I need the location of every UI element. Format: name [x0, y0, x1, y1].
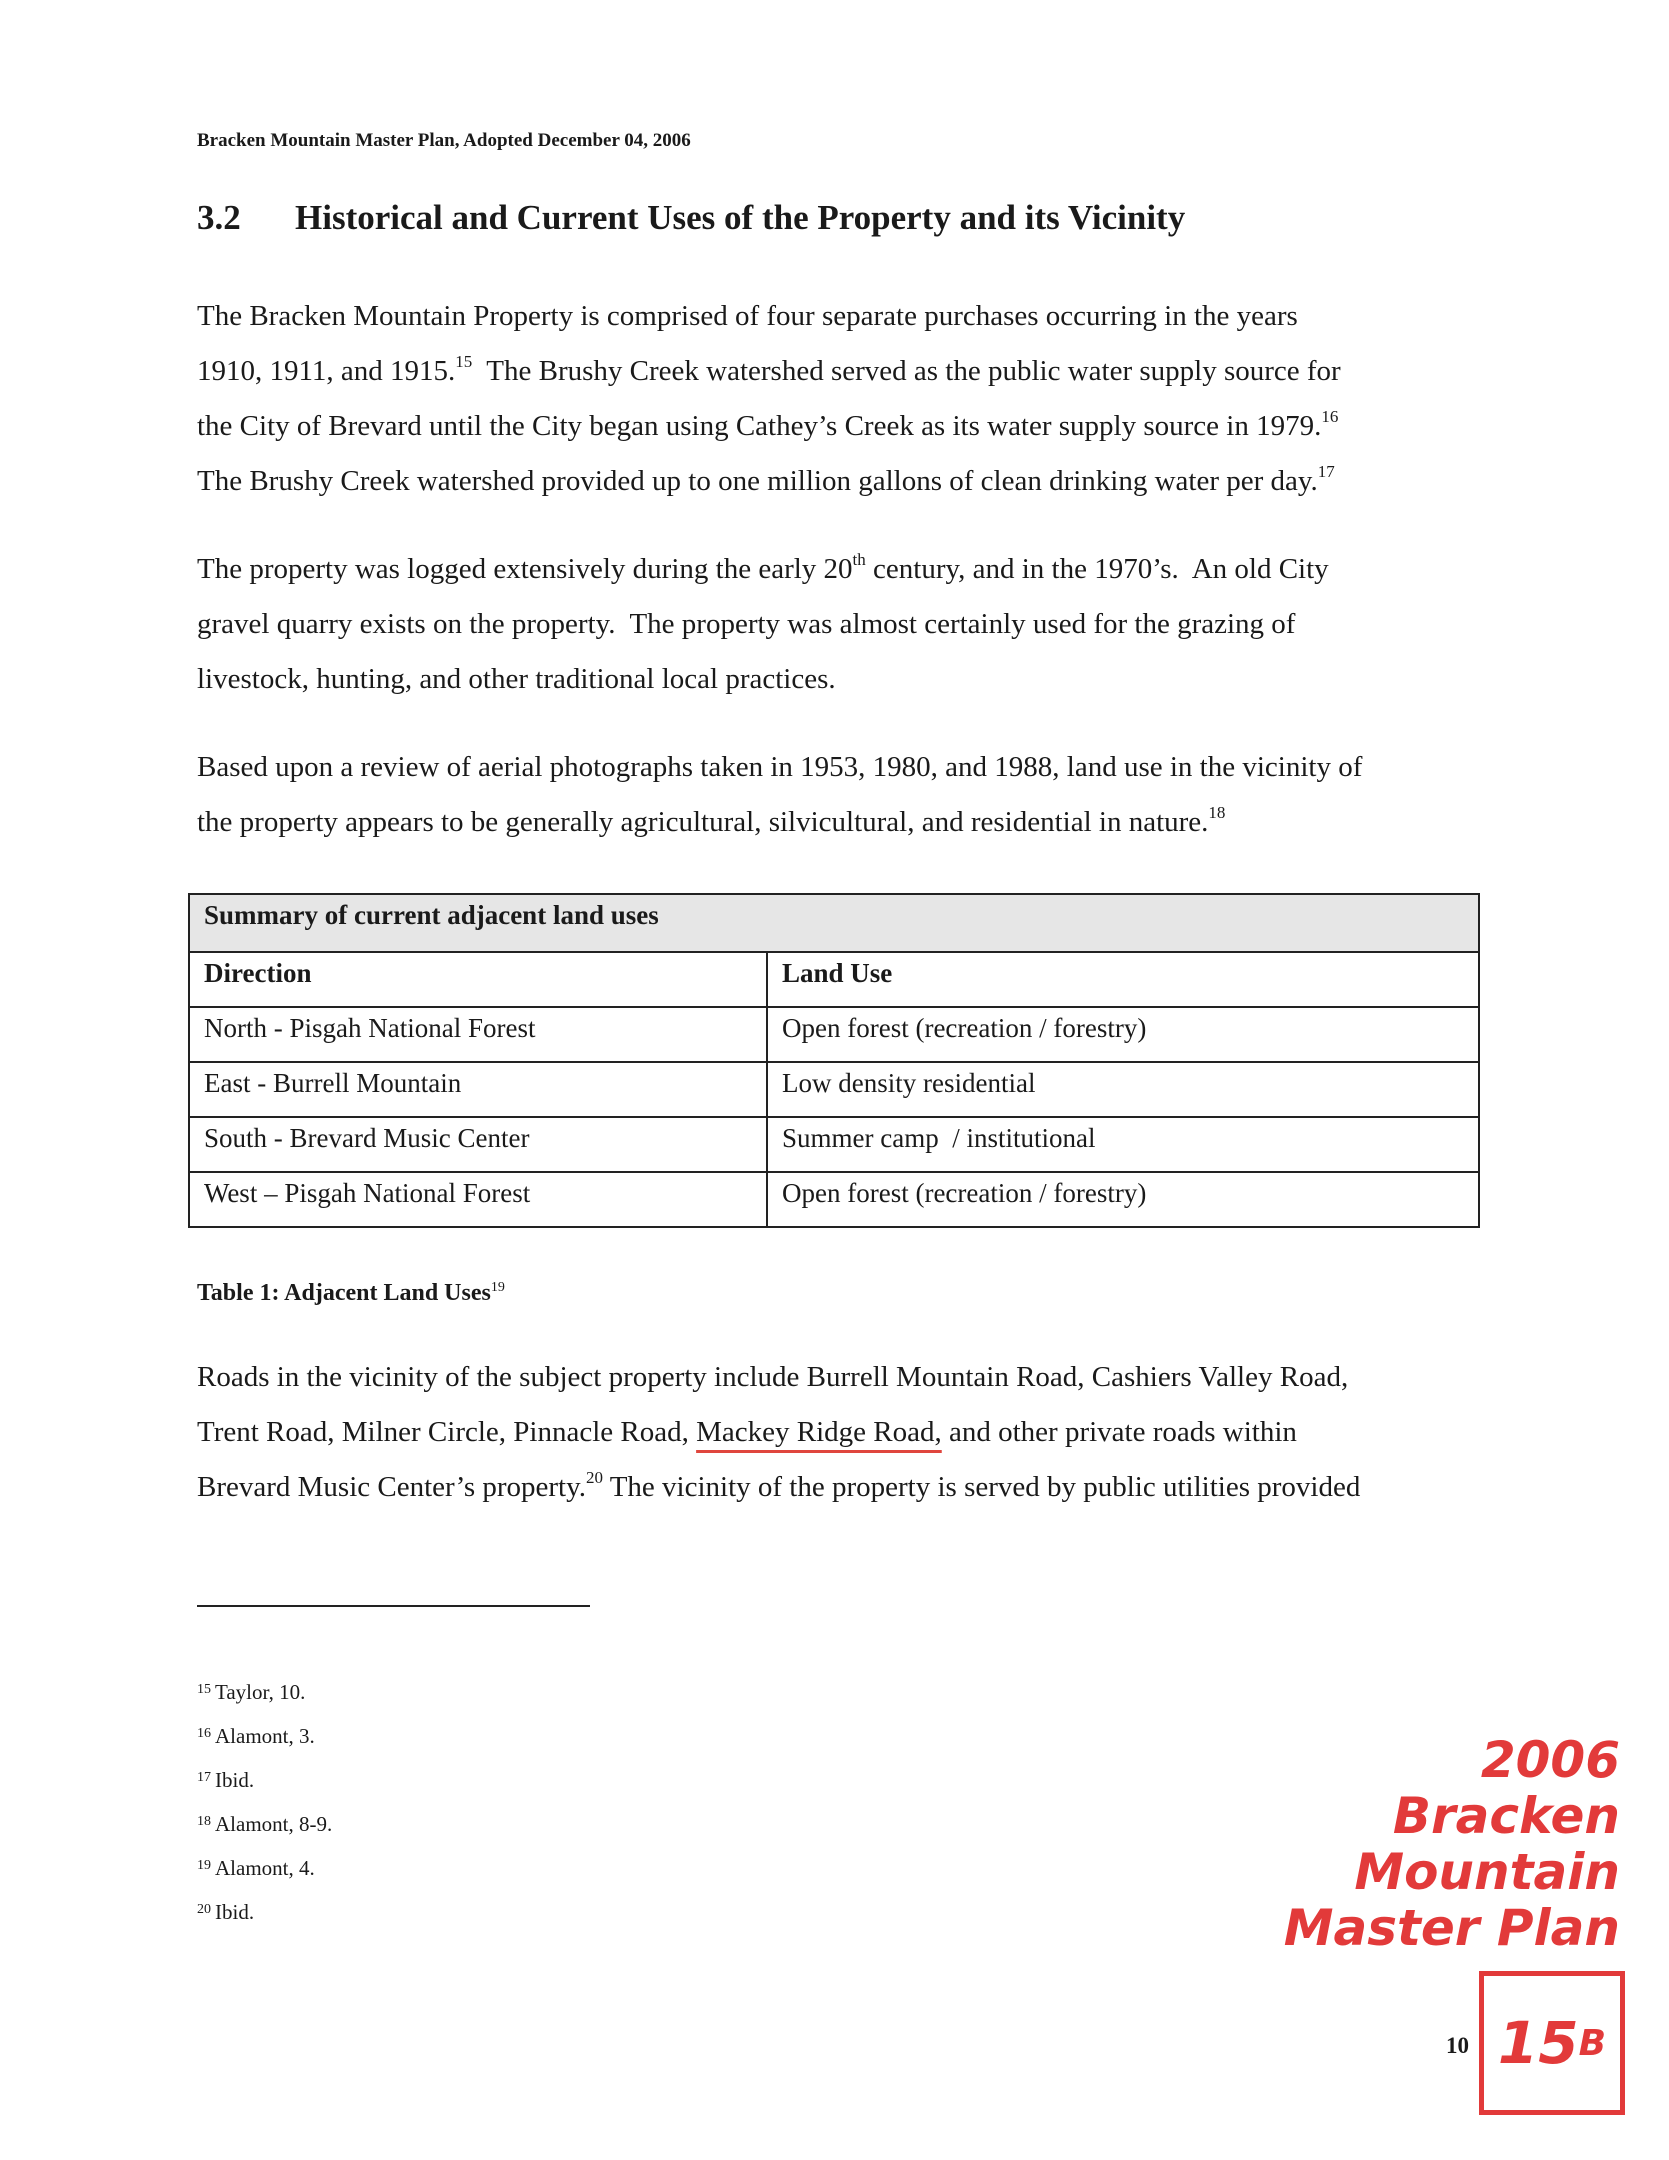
table-cell: Open forest (recreation / forestry): [767, 1007, 1479, 1062]
table-cell: West – Pisgah National Forest: [189, 1172, 767, 1227]
footnote-ref: 18: [1208, 803, 1226, 822]
superscript: th: [852, 550, 866, 569]
footnotes: [197, 1668, 332, 1932]
column-header-direction: Direction: [189, 952, 767, 1007]
table-row: [189, 1117, 1479, 1172]
table-caption: Table 1: Adjacent Land Uses$^{19}$: [197, 1280, 505, 1306]
table-cell: Low density residential: [767, 1062, 1479, 1117]
table-cell: Open forest (recreation / forestry): [767, 1172, 1479, 1227]
text-line: Based upon a review of aerial photographs taken in 1953, 1980, and 1988, land use in the vicinity of: [197, 751, 1363, 783]
text-line: Brevard Music Center’s property.$^{20}$ The vicinity of the property is served by public utilities provided: [197, 1468, 1361, 1503]
page-number: 10: [1446, 2033, 1469, 2058]
text-line: the property appears to be generally agricultural, silvicultural, and residential in nature.$^{18}$: [197, 803, 1226, 838]
underlined-road-name: Mackey Ridge Road,: [696, 1416, 942, 1448]
footnote: $^{19}$ Alamont, 4.: [197, 1856, 315, 1880]
footnote-ref: 16: [1321, 407, 1339, 426]
table-row: [189, 1007, 1479, 1062]
paragraph-aerial: [197, 740, 1497, 850]
footnote: $^{18}$ Alamont, 8-9.: [197, 1812, 333, 1836]
text-line: The property was logged extensively during the early 20th century, and in the 1970’s. An old City: [197, 550, 1329, 585]
table-row: [189, 1172, 1479, 1227]
footnote: $^{15}$ Taylor, 10.: [197, 1680, 306, 1704]
column-header-land-use: Land Use: [767, 952, 1479, 1007]
text-line: gravel quarry exists on the property. The property was almost certainly used for the grazing of: [197, 608, 1296, 640]
section-heading: [197, 198, 1185, 238]
handwritten-stamp-title: 2006 Bracken Mountain Master Plan: [1283, 1731, 1620, 1957]
footnote: $^{20}$ Ibid.: [197, 1900, 255, 1924]
land-use-table: [188, 893, 1480, 1228]
table-row: [189, 1062, 1479, 1117]
text-line: The Bracken Mountain Property is comprised of four separate purchases occurring in the years: [197, 300, 1298, 332]
exhibit-stamp-box: 15 B: [1479, 1971, 1625, 2115]
table-title: Summary of current adjacent land uses: [189, 894, 1479, 952]
footnote-ref: 15: [455, 352, 473, 371]
text-line: The Brushy Creek watershed provided up to one million gallons of clean drinking water per day.$^{17}$: [197, 462, 1335, 497]
text-line: Trent Road, Milner Circle, Pinnacle Road, Mackey Ridge Road, and other private roads within: [197, 1416, 1297, 1448]
table-cell: North - Pisgah National Forest: [189, 1007, 767, 1062]
paragraph-history: [197, 289, 1497, 509]
footnote-ref: 20: [585, 1468, 603, 1487]
text-line: Roads in the vicinity of the subject property include Burrell Mountain Road, Cashiers Valley Road,: [197, 1361, 1349, 1393]
footnote-ref: 19: [490, 1280, 505, 1295]
text-line: 1910, 1911, and 1915.15 The Brushy Creek watershed served as the public water supply source for: [197, 352, 1341, 387]
footnote-ref: 17: [1317, 462, 1335, 481]
footnote-separator: [197, 1605, 590, 1607]
table-cell: South - Brevard Music Center: [189, 1117, 767, 1172]
section-number: 3.2: [197, 198, 241, 237]
text-line: the City of Brevard until the City began using Cathey’s Creek as its water supply source in 1979.16: [197, 407, 1339, 442]
footnote: $^{16}$ Alamont, 3.: [197, 1724, 315, 1748]
text-line: livestock, hunting, and other traditional local practices.: [197, 663, 836, 695]
running-header: Bracken Mountain Master Plan, Adopted December 04, 2006: [197, 130, 691, 151]
section-title: Historical and Current Uses of the Property and its Vicinity: [295, 198, 1186, 237]
table-cell: East - Burrell Mountain: [189, 1062, 767, 1117]
table-cell: Summer camp / institutional: [767, 1117, 1479, 1172]
footnote: $^{17}$ Ibid.: [197, 1768, 255, 1792]
paragraph-logging: [197, 542, 1497, 707]
paragraph-roads: [197, 1350, 1497, 1515]
